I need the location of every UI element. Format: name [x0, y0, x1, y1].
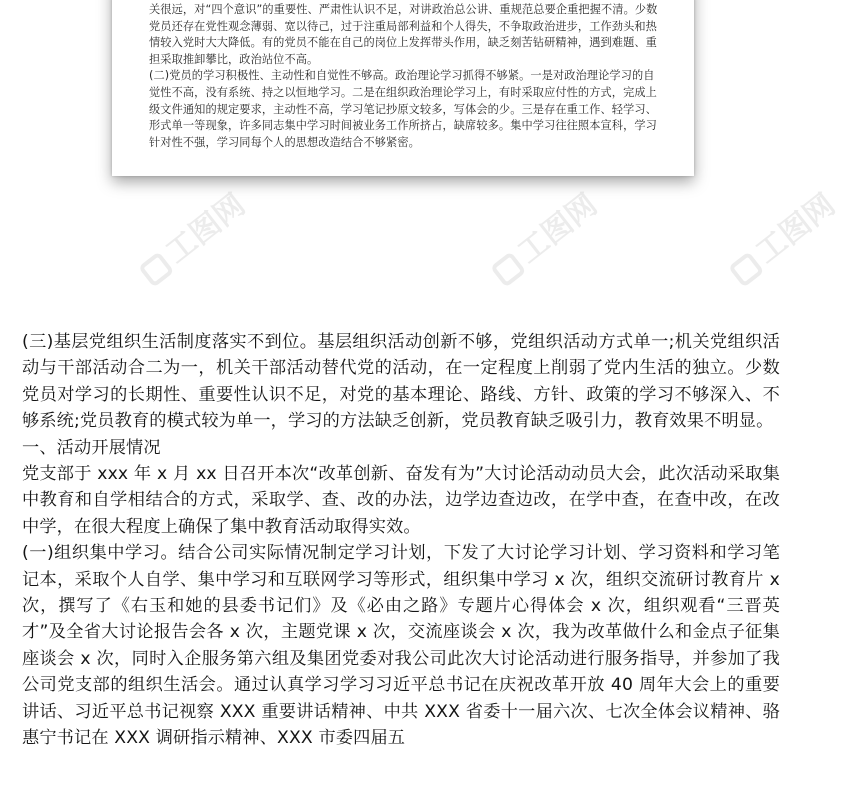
document-preview-card — [112, 0, 694, 176]
document-body — [22, 329, 780, 752]
preview-paragraph: 关很远，对“四个意识”的重要性、严肃性认识不足，对讲政治总公讲、重规范总要企重把握不清。少数党员还存在党性观念薄弱、宽以待己，过于注重局部利益和个人得失，不争取政治进步，工作劲头和热情较入党时大大降低。有的党员不能在自己的岗位上发挥带头作用，缺乏刻苦钻研精神，遇到难题、重担采取推卸攀比，政治站位不高。 — [149, 3, 658, 66]
watermark-logo: 工图网 — [129, 181, 252, 291]
body-paragraph: (一)组织集中学习。结合公司实际情况制定学习计划，下发了大讨论学习计划、学习资料和学习笔记本，采取个人自学、集中学习和互联网学习等形式，组织集中学习 x 次，组织交流研讨教育片 x 次，撰写了《右玉和她的县委书记们》及《必由之路》专题片心得体会 x 次，组织观看“三晋英才”及全省大讨论报告会各 x 次，主题党课 x 次，交流座谈会 x 次，我为改革做什么和金点子征集座谈会 x 次，同时入企服务第六组及集团党委对我公司此次大讨论活动进行服务指导，并参加了我公司党支部的组织生活会。通过认真学习学习习近平总书记在庆祝改革开放 40 周年大会上的重要讲话、习近平总书记视察 XXX 重要讲话精神、中共 XXX 省委十一届六次、七次全体会议精神、骆惠宁书记在 XXX 调研指示精神、XXX 市委四届五 — [22, 543, 780, 749]
watermark-logo: 工图网 — [481, 181, 604, 291]
watermark-logo: 工图网 — [719, 181, 842, 291]
preview-paragraph: (二)党员的学习积极性、主动性和自觉性不够高。政治理论学习抓得不够紧。一是对政治理论学习的自觉性不高，没有系统、持之以恒地学习。二是在组织政治理论学习上，有时采取应付性的方式，完成上级文件通知的规定要求，主动性不高，学习笔记抄原文较多，写体会的少。三是存在重工作、轻学习、形式单一等现象，许多同志集中学习时间被业务工作所挤占，缺席较多。集中学习往往照本宣科，学习针对性不强，学习同每个人的思想改造结合不够紧密。 — [149, 69, 657, 149]
body-paragraph: 党支部于 xxx 年 x 月 xx 日召开本次“改革创新、奋发有为”大讨论活动动员大会，此次活动采取集中教育和自学相结合的方式，采取学、查、改的办法，边学边查边改，在学中查，在查中改，在改中学，在很大程度上确保了集中教育活动取得实效。 — [22, 464, 780, 537]
document-preview-area — [0, 0, 842, 320]
body-paragraph: (三)基层党组织生活制度落实不到位。基层组织活动创新不够，党组织活动方式单一;机关党组织活动与干部活动合二为一，机关干部活动替代党的活动，在一定程度上削弱了党内生活的独立。少数党员对学习的长期性、重要性认识不足，对党的基本理论、路线、方针、政策的学习不够深入、不够系统;党员教育的模式较为单一，学习的方法缺乏创新，党员教育缺乏吸引力，教育效果不明显。 — [22, 332, 780, 432]
section-heading: 一、活动开展情况 — [22, 437, 161, 458]
